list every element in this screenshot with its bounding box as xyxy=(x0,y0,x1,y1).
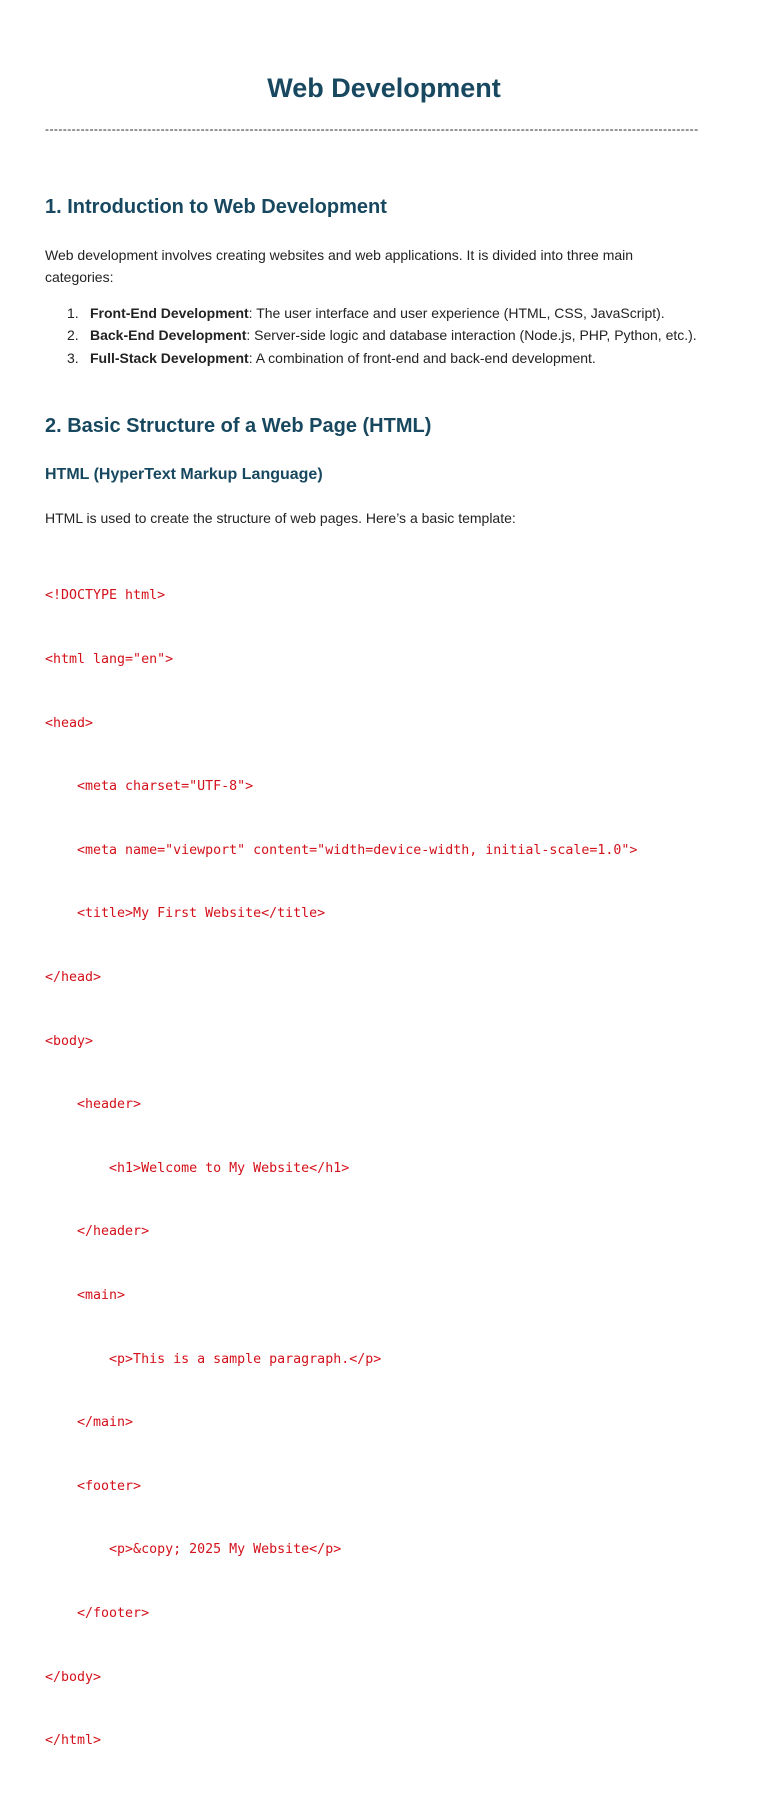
list-item-term: Front-End Development xyxy=(90,305,249,321)
category-list xyxy=(45,302,735,369)
code-line: <footer> xyxy=(45,1478,142,1494)
code-line: <meta name="viewport" content="width=device-width, initial-scale=1.0"> xyxy=(45,842,638,858)
code-line: <title>My First Website</title> xyxy=(45,906,326,922)
list-item-number: 3. xyxy=(67,349,79,366)
code-line: <head> xyxy=(45,715,94,731)
list-item xyxy=(45,347,735,369)
list-item-description: : Server-side logic and database interaction (Node.js, PHP, Python, etc.). xyxy=(246,327,697,344)
list-item-term: Back-End Development xyxy=(90,327,247,344)
section-2-heading: 2. Basic Structure of a Web Page (HTML) xyxy=(45,415,432,437)
section-2-subheading: HTML (HyperText Markup Language) xyxy=(45,466,323,483)
code-line: <meta charset="UTF-8"> xyxy=(45,779,254,795)
list-item-number: 2. xyxy=(67,327,79,344)
code-line: <p>This is a sample paragraph.</p> xyxy=(45,1351,382,1367)
code-line: </head> xyxy=(45,969,102,985)
code-line: </footer> xyxy=(45,1605,150,1621)
document-title: Web Development xyxy=(267,73,501,103)
code-line: <html lang="en"> xyxy=(45,652,174,667)
list-item-term: Full-Stack Development xyxy=(90,349,249,366)
section-2-intro: HTML is used to create the structure of web pages. Here’s a basic template: xyxy=(45,510,516,526)
list-item xyxy=(45,302,735,324)
code-line: </main> xyxy=(45,1415,134,1431)
html-code-block xyxy=(45,543,735,1794)
code-line: <header> xyxy=(45,1097,142,1113)
code-line: </html> xyxy=(45,1733,102,1749)
list-item-description: : A combination of front-end and back-end development. xyxy=(248,349,596,366)
code-line: <h1>Welcome to My Website</h1> xyxy=(45,1160,350,1176)
code-line: <!DOCTYPE html> xyxy=(45,588,166,604)
list-item-number: 1. xyxy=(67,305,79,321)
title-divider: --------------------------------------------------------------------------------------------------------------------------------------------------- xyxy=(45,122,699,136)
code-line: </header> xyxy=(45,1224,150,1240)
code-line: <main> xyxy=(45,1287,126,1303)
list-item xyxy=(45,324,735,346)
code-line: <body> xyxy=(45,1033,94,1049)
list-item-description: : The user interface and user experience (HTML, CSS, JavaScript). xyxy=(248,305,665,321)
section-1-intro: Web development involves creating websites and web applications. It is divided into three main categories: xyxy=(45,247,634,285)
code-line: <p>&copy; 2025 My Website</p> xyxy=(45,1542,342,1558)
code-line: </body> xyxy=(45,1669,102,1685)
section-1-heading: 1. Introduction to Web Development xyxy=(45,196,387,218)
